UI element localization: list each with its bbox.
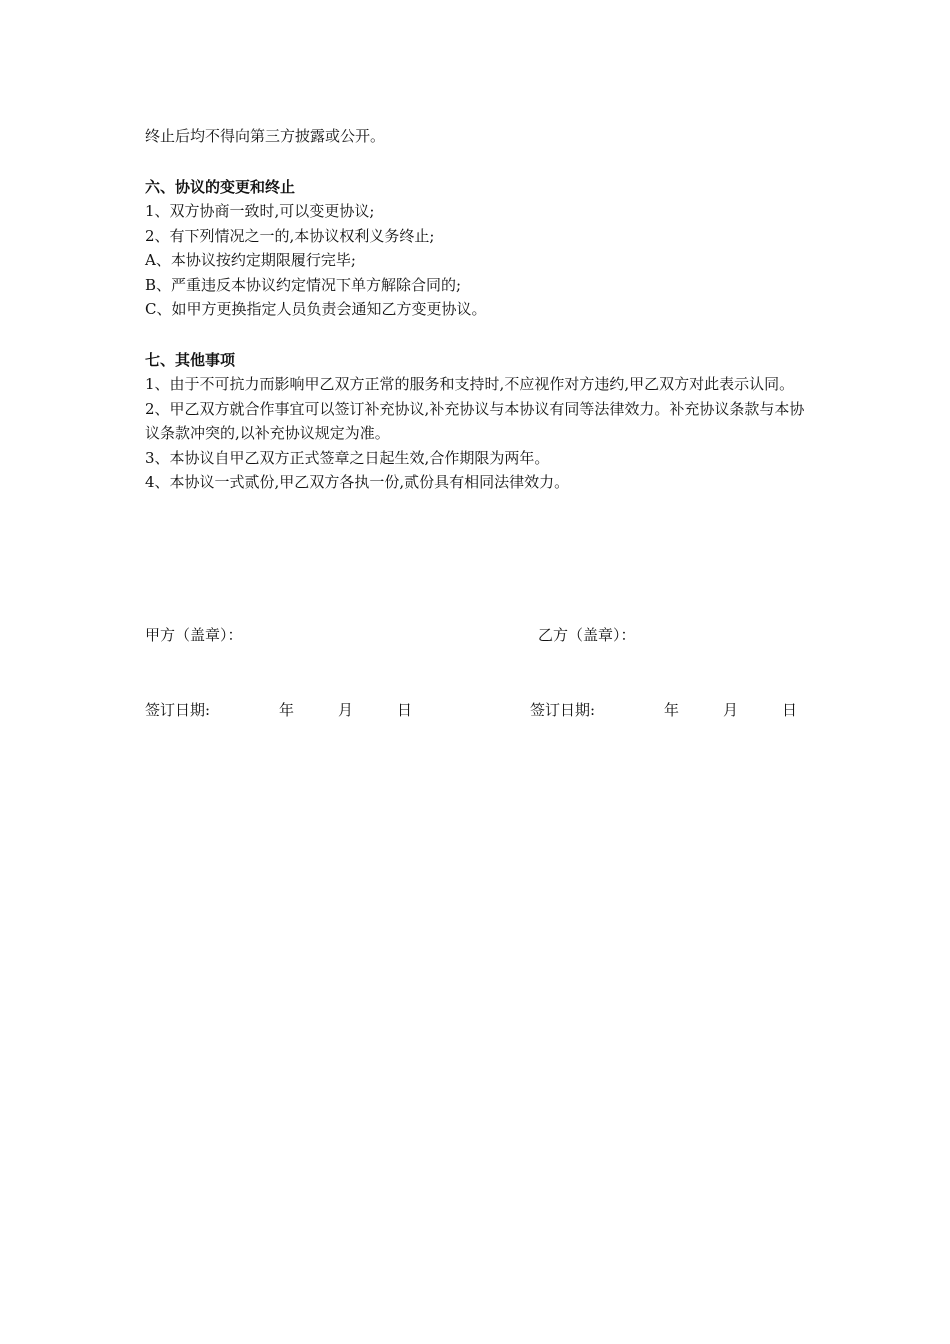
section-6-item-a: A、本协议按约定期限履行完毕;	[145, 251, 356, 269]
party-a-month: 月	[338, 701, 354, 719]
party-a-day: 日	[397, 701, 413, 719]
section-6-item-1: 1、双方协商一致时,可以变更协议;	[145, 202, 375, 220]
party-b-date-label: 签订日期:	[530, 701, 596, 719]
intro-line: 终止后均不得向第三方披露或公开。	[145, 127, 386, 145]
section-7-title: 七、其他事项	[145, 350, 236, 369]
document-body	[145, 124, 815, 495]
party-a-seal-label: 甲方（盖章）：	[145, 626, 243, 644]
party-b-month: 月	[723, 701, 739, 719]
section-7-item-4: 4、本协议一式贰份,甲乙双方各执一份,贰份具有相同法律效力。	[145, 473, 570, 491]
party-a-year: 年	[279, 701, 295, 719]
section-7-item-1: 1、由于不可抗力而影响甲乙双方正常的服务和支持时,不应视作对方违约,甲乙双方对此表示认同。	[145, 375, 795, 393]
party-a-date-label: 签订日期:	[145, 701, 211, 719]
section-6-item-c: C、如甲方更换指定人员负责会通知乙方变更协议。	[145, 300, 487, 318]
party-a-seal-row	[145, 625, 243, 645]
party-b-seal-row	[538, 625, 636, 645]
signing-date-row	[0, 700, 950, 722]
section-6-title: 六、协议的变更和终止	[145, 177, 296, 196]
party-b-year: 年	[664, 701, 680, 719]
party-b-seal-label: 乙方（盖章）：	[538, 626, 636, 644]
section-6-item-2: 2、有下列情况之一的,本协议权利义务终止;	[145, 226, 435, 245]
section-7-item-3: 3、本协议自甲乙双方正式签章之日起生效,合作期限为两年。	[145, 448, 550, 467]
section-6-item-b: B、严重违反本协议约定情况下单方解除合同的;	[145, 275, 462, 294]
section-7-item-2: 2、甲乙双方就合作事宜可以签订补充协议,补充协议与本协议有同等法律效力。补充协议条款与本协议条款冲突的,以补充协议规定为准。	[145, 399, 805, 442]
party-b-day: 日	[782, 701, 798, 719]
